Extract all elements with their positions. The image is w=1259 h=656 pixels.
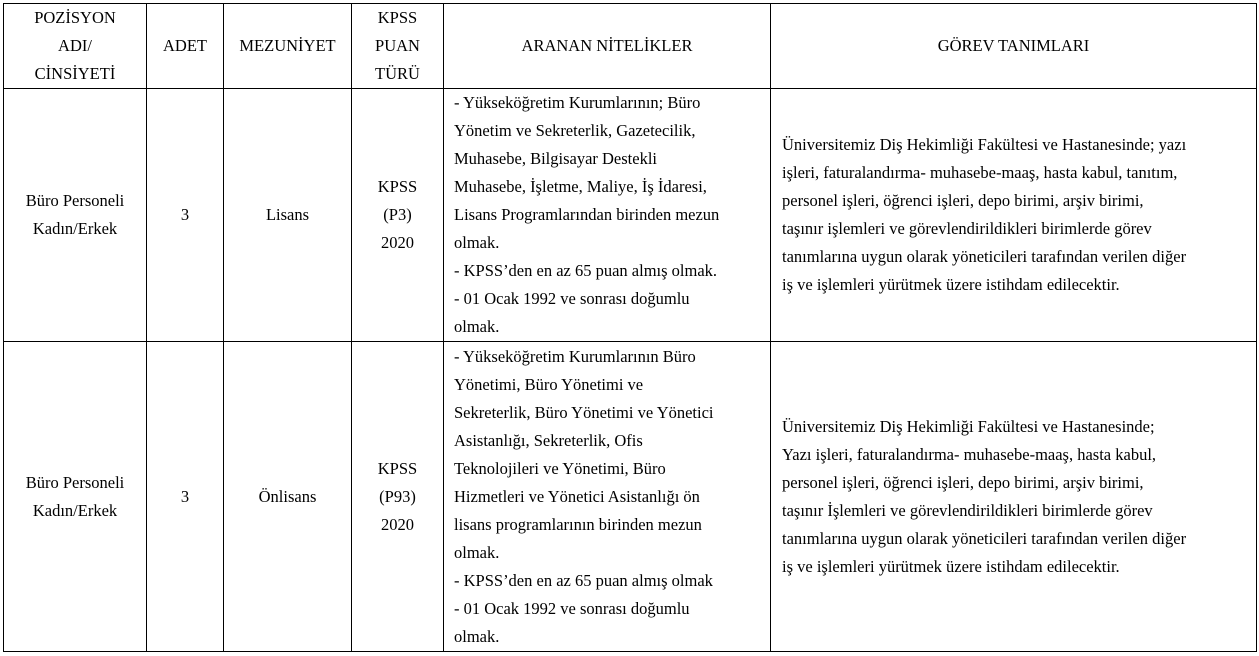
kpss-line: 2020 — [381, 233, 414, 252]
duty-line: tanımlarına uygun olarak yöneticileri tarafından verilen diğer — [782, 247, 1187, 266]
duty-line: iş ve işlemleri yürütmek üzere istihdam edilecektir. — [782, 556, 1120, 576]
kpss-line: KPSS — [377, 458, 418, 478]
qualification-line: - Yükseköğretim Kurumlarının Büro — [454, 346, 696, 366]
position-line: Kadın/Erkek — [32, 500, 118, 520]
qualification-line: lisans programlarının birinden mezun — [454, 514, 702, 534]
kpss-line: (P3) — [383, 205, 412, 224]
table-row — [4, 342, 1257, 652]
duty-line: personel işleri, öğrenci işleri, depo birimi, arşiv birimi, — [782, 191, 1144, 210]
header-count: ADET — [147, 4, 224, 89]
position-line: Kadın/Erkek — [32, 219, 118, 238]
position-line: Büro Personeli — [25, 472, 125, 492]
duty-line: Üniversitemiz Diş Hekimliği Fakültesi ve Hastanesinde; — [782, 416, 1155, 436]
count-cell: 3 — [147, 342, 224, 652]
kpss-line: 2020 — [381, 514, 414, 534]
qualification-line: - KPSS’den en az 65 puan almış olmak. — [454, 261, 718, 280]
duty-line: Üniversitemiz Diş Hekimliği Fakültesi ve Hastanesinde; yazı — [782, 135, 1187, 154]
header-graduation: MEZUNİYET — [224, 4, 352, 89]
header-kpss-line: KPSS — [377, 8, 418, 27]
duties-cell — [771, 89, 1257, 342]
qualification-line: - KPSS’den en az 65 puan almış olmak — [454, 570, 713, 590]
position-cell — [4, 89, 147, 342]
qualification-line: Muhasebe, İşletme, Maliye, İş İdaresi, — [454, 177, 707, 196]
header-kpss — [352, 4, 444, 89]
position-cell — [4, 342, 147, 652]
header-position-line: CİNSİYETİ — [34, 64, 116, 83]
table-row — [4, 89, 1257, 342]
qualifications-cell — [444, 342, 771, 652]
header-kpss-line: PUAN — [375, 36, 420, 55]
kpss-cell — [352, 342, 444, 652]
qualification-line: olmak. — [454, 317, 500, 336]
graduation-cell: Önlisans — [224, 342, 352, 652]
qualification-line: olmak. — [454, 626, 500, 646]
duty-line: işleri, faturalandırma- muhasebe-maaş, hasta kabul, tanıtım, — [782, 163, 1178, 182]
position-line: Büro Personeli — [25, 191, 125, 210]
qualification-line: Sekreterlik, Büro Yönetimi ve Yönetici — [454, 402, 714, 422]
kpss-line: (P93) — [379, 486, 416, 506]
qualification-line: Muhasebe, Bilgisayar Destekli — [454, 149, 657, 168]
qualification-line: olmak. — [454, 233, 500, 252]
count-cell: 3 — [147, 89, 224, 342]
qualification-line: - 01 Ocak 1992 ve sonrası doğumlu — [454, 598, 690, 618]
header-kpss-line: TÜRÜ — [375, 64, 420, 83]
qualification-line: Yönetimi, Büro Yönetimi ve — [454, 374, 644, 394]
qualification-line: olmak. — [454, 542, 500, 562]
qualification-line: Asistanlığı, Sekreterlik, Ofis — [454, 430, 643, 450]
header-row — [4, 4, 1257, 89]
duty-line: tanımlarına uygun olarak yöneticileri tarafından verilen diğer — [782, 528, 1187, 548]
kpss-line: KPSS — [377, 177, 418, 196]
header-position-line: ADI/ — [58, 36, 92, 55]
duty-line: taşınır işlemleri ve görevlendirildikleri birimlerde görev — [782, 219, 1152, 238]
header-position — [4, 4, 147, 89]
duties-cell — [771, 342, 1257, 652]
duty-line: Yazı işleri, faturalandırma- muhasebe-maaş, hasta kabul, — [782, 444, 1157, 464]
header-duties: GÖREV TANIMLARI — [771, 4, 1257, 89]
qualifications-cell — [444, 89, 771, 342]
qualification-line: - Yükseköğretim Kurumlarının; Büro — [454, 93, 701, 112]
graduation-cell: Lisans — [224, 89, 352, 342]
qualification-line: Hizmetleri ve Yönetici Asistanlığı ön — [454, 486, 700, 506]
qualification-line: - 01 Ocak 1992 ve sonrası doğumlu — [454, 289, 690, 308]
header-position-line: POZİSYON — [34, 8, 116, 27]
duty-line: taşınır İşlemleri ve görevlendirildikleri birimlerde görev — [782, 500, 1153, 520]
qualification-line: Lisans Programlarından birinden mezun — [454, 205, 720, 224]
job-postings-table — [3, 3, 1257, 652]
header-qualifications: ARANAN NİTELİKLER — [444, 4, 771, 89]
qualification-line: Yönetim ve Sekreterlik, Gazetecilik, — [454, 121, 696, 140]
duty-line: personel işleri, öğrenci işleri, depo birimi, arşiv birimi, — [782, 472, 1144, 492]
kpss-cell — [352, 89, 444, 342]
duty-line: iş ve işlemleri yürütmek üzere istihdam edilecektir. — [782, 275, 1120, 294]
qualification-line: Teknolojileri ve Yönetimi, Büro — [454, 458, 666, 478]
